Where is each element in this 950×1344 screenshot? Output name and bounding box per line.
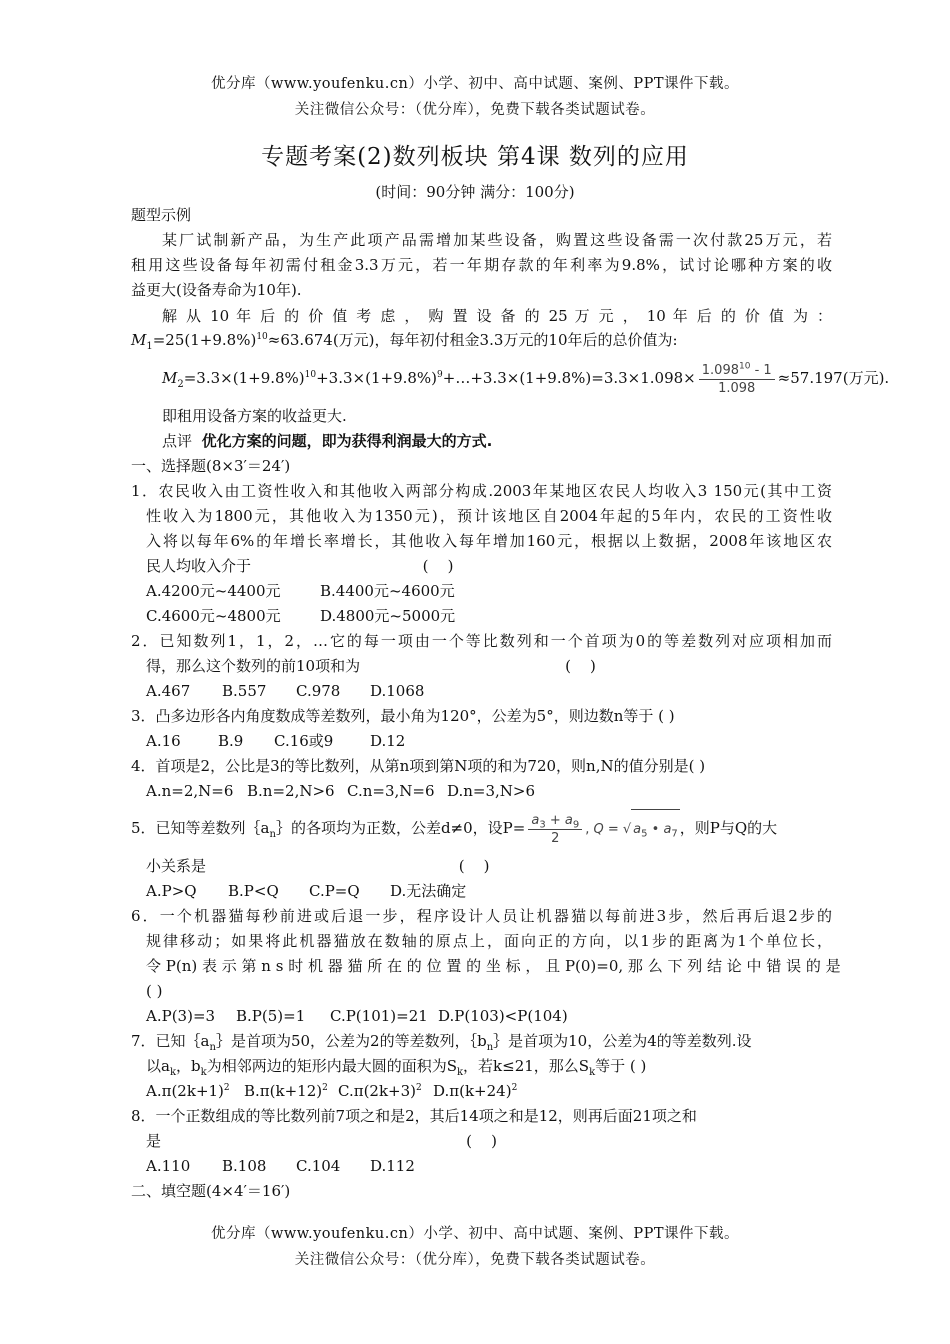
question-6-line: 规律移动；如果将此机器猫放在数轴的原点上，面向正的方向，以1步的距离为1个单位长， bbox=[146, 932, 832, 950]
option-d: D.12 bbox=[370, 732, 406, 750]
example-heading: 题型示例 bbox=[131, 206, 192, 224]
option-c: C.4600元~4800元 bbox=[146, 607, 281, 625]
option-d: D.112 bbox=[370, 1157, 415, 1175]
solution-m1-text: =25(1+9.8%) bbox=[152, 331, 257, 349]
header-line-1: 优分库（www.youfenku.cn）小学、初中、高中试题、案例、PPT课件下载。 bbox=[210, 76, 740, 92]
option-b: B.P(5)=1 bbox=[236, 1007, 306, 1025]
option-d: D.4800元~5000元 bbox=[320, 607, 456, 625]
question-8-line: 是 ( ) bbox=[146, 1132, 497, 1150]
q5-part-b: ｝的各项均为正数，公差d≠0，设P= bbox=[275, 819, 526, 837]
section-heading-choice: 一、选择题(8×3′＝24′) bbox=[131, 457, 291, 475]
q5-fraction: $\frac{a_3 + a_9}{2}$ bbox=[528, 812, 582, 847]
option-c: C.P(101)=21 bbox=[330, 1007, 428, 1025]
question-2-line: 2．已知数列1，1，2，…它的每一项由一个等比数列和一个首项为0的等差数列对应项相加而 bbox=[131, 632, 832, 650]
option-b: B.9 bbox=[218, 732, 244, 750]
option-c: C.978 bbox=[296, 682, 341, 700]
conclusion: 即租用设备方案的收益更大. bbox=[162, 407, 347, 425]
option-c: C.n=3,N=6 bbox=[347, 782, 435, 800]
option-d: $D.\pi(k+24)^2$ bbox=[433, 1082, 518, 1100]
q7-part-h: 等于 ( ) bbox=[595, 1057, 647, 1075]
option-d-text: D.π(k+24) bbox=[433, 1082, 512, 1100]
option-d: D.P(103)<P(104) bbox=[438, 1007, 568, 1025]
question-3-line: 3．凸多边形各内角度数成等差数列，最小角为120°，公差为5°，则边数n等于 ( ) bbox=[131, 707, 675, 725]
option-c: C.16或9 bbox=[274, 732, 334, 750]
m2-part-c: +…+3.3×(1+9.8%)=3.3×1.098× bbox=[442, 369, 696, 387]
q7-part-f: 为相邻两边的矩形内最大圆的面积为S bbox=[206, 1057, 457, 1075]
m2-frac-num-tail: - 1 bbox=[750, 362, 772, 378]
option-a-text: A.π(2k+1) bbox=[146, 1082, 224, 1100]
m2-frac-den: 1.098 bbox=[718, 380, 756, 396]
option-c: $C.\pi(2k+3)^2$ bbox=[338, 1082, 422, 1100]
option-c: C.P=Q bbox=[309, 882, 360, 900]
question-6-line: ( ) bbox=[146, 982, 163, 1000]
option-c: C.104 bbox=[296, 1157, 341, 1175]
q7-part-b: ｝是首项为50，公差为2的等差数列，｛b bbox=[215, 1032, 487, 1050]
q7-part-a: 7．已知｛a bbox=[131, 1032, 210, 1050]
q7-part-d: 以a bbox=[146, 1057, 170, 1075]
question-1-line: 性收入为1800元，其他收入为1350元)，预计该地区自2004年起的5年内，农民的工资性收 bbox=[146, 507, 832, 525]
m2-fraction: $\frac{1.098^{10} - 1}{1.098}$ bbox=[699, 362, 775, 397]
example-paragraph-line: 益更大(设备寿命为10年). bbox=[131, 281, 302, 299]
comment-text: 优化方案的问题，即为获得利润最大的方式. bbox=[201, 432, 493, 450]
q5-part-c: ，则P与Q的大 bbox=[679, 819, 778, 837]
option-a: A.P>Q bbox=[146, 882, 197, 900]
option-a: A.467 bbox=[146, 682, 191, 700]
m2-result: ≈57.197(万元). bbox=[777, 369, 890, 387]
option-b-text: B.π(k+12) bbox=[244, 1082, 323, 1100]
q5-part-a: 5．已知等差数列｛a bbox=[131, 819, 270, 837]
footer-line-1: 优分库（www.youfenku.cn）小学、初中、高中试题、案例、PPT课件下载。 bbox=[210, 1226, 740, 1242]
question-1-line: 民人均收入介于 ( ) bbox=[146, 557, 454, 575]
q7-part-g: ，若k≤21，那么S bbox=[463, 1057, 590, 1075]
question-7-line: 以$a_k$，$b_k$为相邻两边的矩形内最大圆的面积为$S_k$，若k≤21，那么$S_k$等于 ( ) bbox=[146, 1057, 647, 1078]
question-6-line: 令 P(n) 表 示 第 n s 时 机 器 猫 所 在 的 位 置 的 坐 标 ， 且 P(0)=0, 那 么 下 列 结 论 中 错 误 的 是 bbox=[146, 957, 841, 975]
question-6-line: 6．一个机器猫每秒前进或后退一步，程序设计人员让机器猫以每前进3步，然后再后退2步的 bbox=[131, 907, 832, 925]
option-a: $A.\pi(2k+1)^2$ bbox=[146, 1082, 230, 1100]
footer-line-2: 关注微信公众号：（优分库），免费下载各类试题试卷。 bbox=[294, 1252, 656, 1268]
option-a: A.16 bbox=[146, 732, 181, 750]
question-5-line: 5．已知等差数列$\{a_n\}$的各项均为正数，公差d≠0，设P= $\frac{a_3 + a_9}{2}$ , Q = √ $a_5$ • $a_7$ ，则P与Q的大 bbox=[131, 808, 777, 850]
option-a: A.n=2,N=6 bbox=[146, 782, 234, 800]
option-a: A.P(3)=3 bbox=[146, 1007, 216, 1025]
option-a: A.110 bbox=[146, 1157, 191, 1175]
solution-m1-rest: ≈63.674(万元)，每年初付租金3.3万元的10年后的总价值为: bbox=[267, 331, 678, 349]
m2-part-a: =3.3×(1+9.8%) bbox=[183, 369, 305, 387]
question-4-line: 4．首项是2，公比是3的等比数列，从第n项到第N项的和为720，则n,N的值分别是( ) bbox=[131, 757, 706, 775]
option-a: A.4200元~4400元 bbox=[146, 582, 281, 600]
option-d: D.n=3,N>6 bbox=[447, 782, 536, 800]
solution-line-m2: $M_2=3.3\times(1+9.8\%)^{10}+3.3\times(1+9.8\%)^9+\dots+3.3\times(1+9.8\%)=3.3\times 1.098\times$ $\frac{1.098^{10} - 1}{1.098}$ ≈57.197(万元). bbox=[162, 361, 890, 396]
option-d: D.无法确定 bbox=[390, 882, 467, 900]
q7-part-e: ，b bbox=[176, 1057, 201, 1075]
m2-part-b: +3.3×(1+9.8%) bbox=[316, 369, 438, 387]
example-paragraph-line: 租用这些设备每年初需付租金3.3万元，若一年期存款的年利率为9.8%，试讨论哪种方案的收 bbox=[131, 256, 832, 274]
question-8-line: 8．一个正数组成的等比数列前7项之和是2，其后14项之和是12，则再后面21项之和 bbox=[131, 1107, 697, 1125]
comment-label: 点评 bbox=[162, 432, 193, 450]
option-b: B.557 bbox=[222, 682, 267, 700]
question-2-line: 得，那么这个数列的前10项和为 ( ) bbox=[146, 657, 596, 675]
solution-line: 解 从 10 年 后 的 价 值 考 虑 ， 购 置 设 备 的 25 万 元 ， 10 年 后 的 价 值 为 ： bbox=[162, 307, 832, 325]
question-1-line: 入将以每年6%的年增长率增长，其他收入每年增加160元，根据以上数据，2008年该地区农 bbox=[146, 532, 832, 550]
header-line-2: 关注微信公众号：（优分库），免费下载各类试题试卷。 bbox=[294, 102, 656, 118]
option-b: $B.\pi(k+12)^2$ bbox=[244, 1082, 328, 1100]
section-heading-fill: 二、填空题(4×4′＝16′) bbox=[131, 1182, 291, 1200]
comment-line bbox=[162, 431, 492, 451]
q5-sqrt: $a_5$ • $a_7$ bbox=[631, 809, 680, 850]
option-b: B.P<Q bbox=[228, 882, 279, 900]
option-c-text: C.π(2k+3) bbox=[338, 1082, 417, 1100]
question-7-line: 7．已知$\{a_n\}$是首项为50，公差为2的等差数列，$\{b_n\}$是首项为10，公差为4的等差数列.设 bbox=[131, 1032, 752, 1053]
question-1-line: 1．农民收入由工资性收入和其他收入两部分构成.2003年某地区农民人均收入3 150元(其中工资 bbox=[131, 482, 832, 500]
solution-line-m1: $M_1=25(1+9.8\%)^{10}\approx 63.674$(万元)，每年初付租金3.3万元的10年后的总价值为: bbox=[131, 331, 678, 352]
example-paragraph-line: 某厂试制新产品，为生产此项产品需增加某些设备，购置这些设备需一次付款25万元，若 bbox=[162, 231, 832, 249]
option-b: B.n=2,N>6 bbox=[247, 782, 335, 800]
m2-frac-num: 1.098 bbox=[701, 362, 739, 378]
page-subtitle: (时间：90分钟 满分：100分) bbox=[375, 183, 575, 201]
q7-part-c: ｝是首项为10，公差为4的等差数列.设 bbox=[493, 1032, 752, 1050]
option-d: D.1068 bbox=[370, 682, 425, 700]
page-title: 专题考案(2)数列板块 第4课 数列的应用 bbox=[261, 144, 689, 170]
option-b: B.4400元~4600元 bbox=[320, 582, 455, 600]
question-5-line: 小关系是 ( ) bbox=[146, 857, 490, 875]
option-b: B.108 bbox=[222, 1157, 267, 1175]
